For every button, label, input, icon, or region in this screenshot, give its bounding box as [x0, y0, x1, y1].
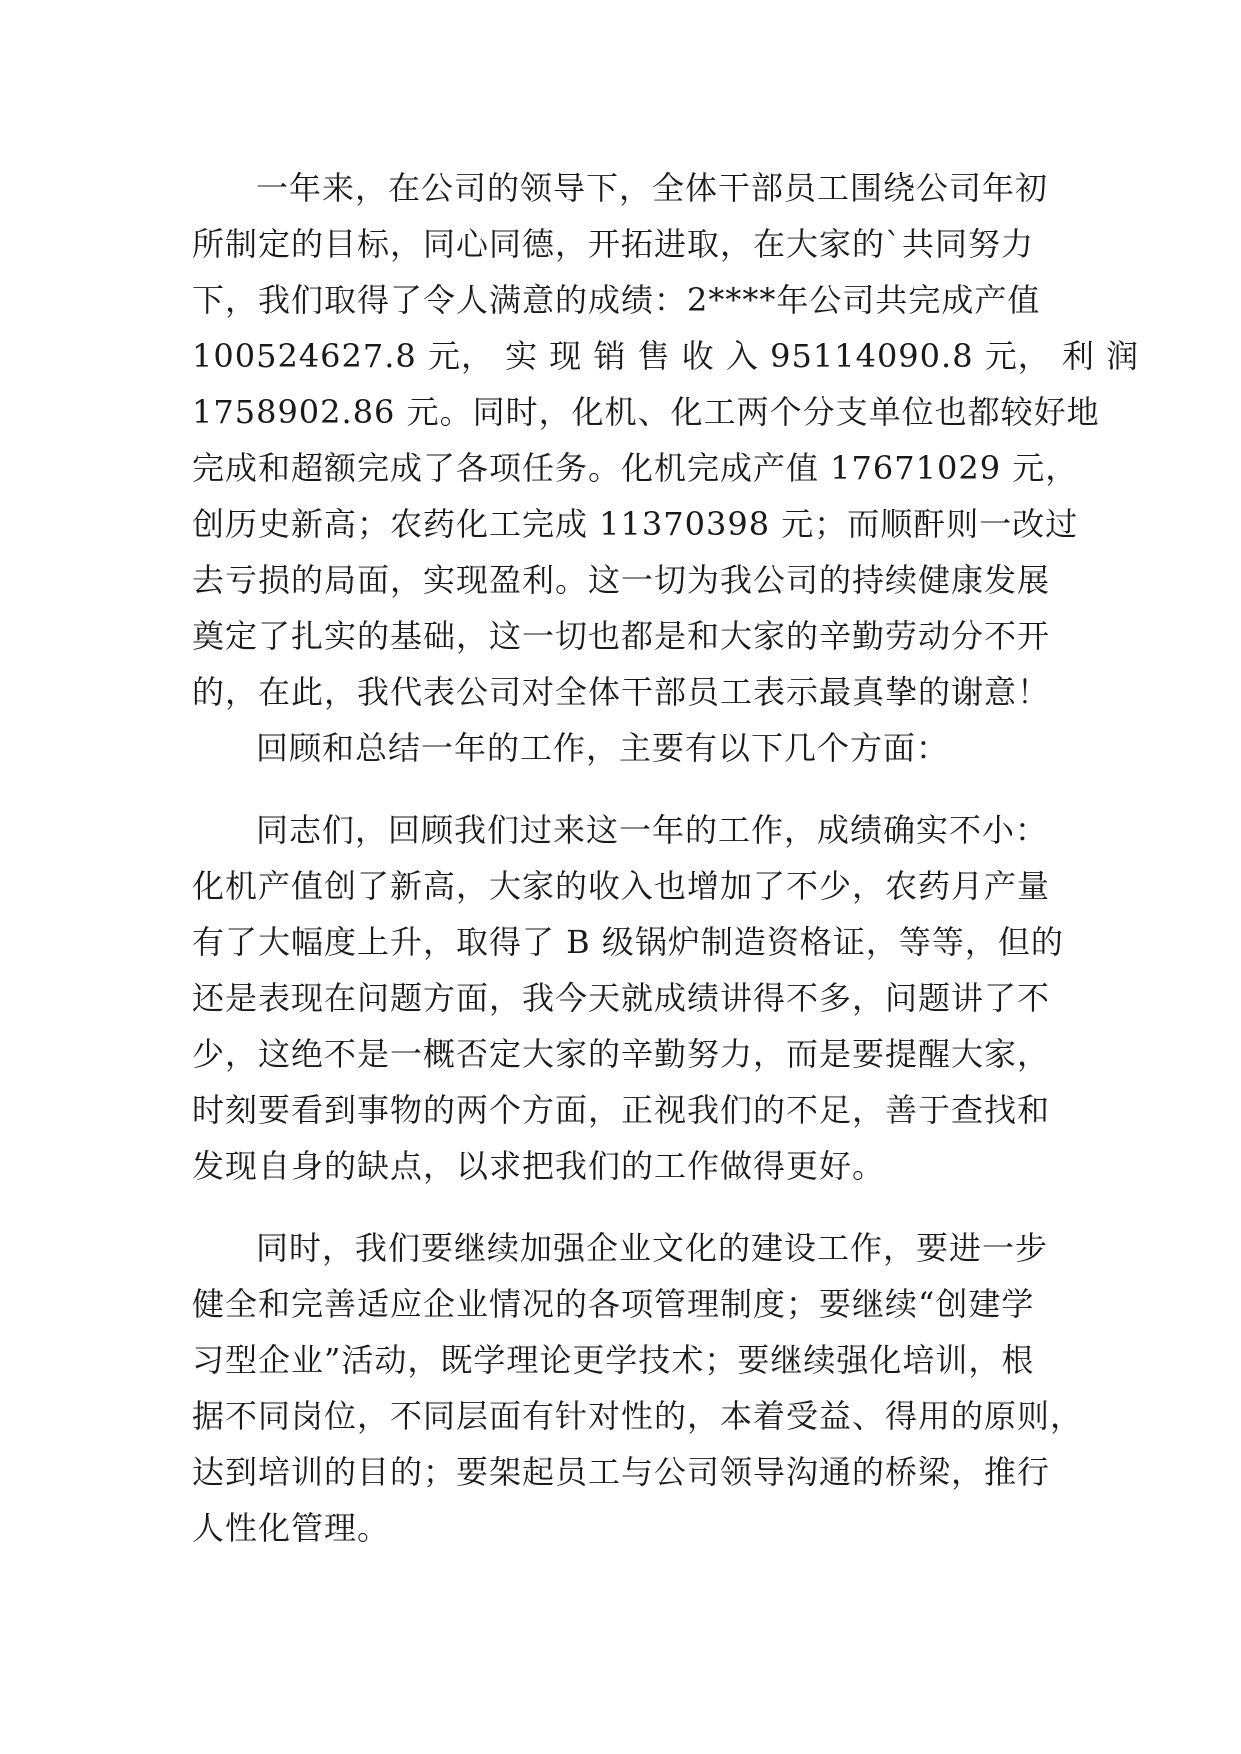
text-line: 奠定了扎实的基础，这一切也都是和大家的辛勤劳动分不开 — [192, 617, 1051, 655]
text-line: 同志们，回顾我们过来这一年的工作，成绩确实不小： — [256, 811, 1049, 849]
text-line: 达到培训的目的；要架起员工与公司领导沟通的桥梁，推行 — [192, 1453, 1051, 1491]
paragraph-review-body — [192, 802, 1064, 1194]
text-line: 发现自身的缺点，以求把我们的工作做得更好。 — [192, 1147, 886, 1185]
text-line: 人性化管理。 — [192, 1509, 391, 1547]
text-line: 下，我们取得了令人满意的成绩：2****年公司共完成产值 — [192, 281, 1041, 319]
text-line: 100524627.8 元， 实 现 销 售 收 入 95114090.8 元， 利 润 — [192, 337, 1140, 375]
text-line: 创历史新高；农药化工完成 11370398 元；而顺酐则一改过 — [192, 505, 1079, 543]
text-line: 习型企业”活动，既学理论更学技术；要继续强化培训，根 — [192, 1341, 1035, 1379]
text-line: 还是表现在问题方面，我今天就成绩讲得不多，问题讲了不 — [192, 979, 1051, 1017]
paragraph-opening-summary — [192, 160, 1140, 720]
text-line: 时刻要看到事物的两个方面，正视我们的不足，善于查找和 — [192, 1091, 1051, 1129]
text-line: 所制定的目标，同心同德，开拓进取，在大家的`共同努力 — [192, 225, 1035, 263]
text-line: 有了大幅度上升，取得了 B 级锅炉制造资格证，等等，但的 — [192, 923, 1064, 961]
text-line: 少，这绝不是一概否定大家的辛勤努力，而是要提醒大家， — [192, 1035, 1051, 1073]
text-line: 健全和完善适应企业情况的各项管理制度；要继续“创建学 — [192, 1285, 1035, 1323]
text-line: 1758902.86 元。同时，化机、化工两个分支单位也都较好地 — [192, 393, 1100, 431]
paragraph-culture-building — [192, 1220, 1084, 1556]
paragraph-spacer — [192, 776, 1052, 802]
text-line: 完成和超额完成了各项任务。化机完成产值 17671029 元， — [192, 449, 1079, 487]
text-line: 同时，我们要继续加强企业文化的建设工作，要进一步 — [256, 1229, 1049, 1267]
text-line: 回顾和总结一年的工作，主要有以下几个方面： — [256, 729, 950, 767]
text-line: 一年来，在公司的领导下，全体干部员工围绕公司年初 — [256, 169, 1049, 207]
text-line: 的，在此，我代表公司对全体干部员工表示最真挚的谢意！ — [192, 673, 1051, 711]
text-line: 去亏损的局面，实现盈利。这一切为我公司的持续健康发展 — [192, 561, 1051, 599]
paragraph-review-intro — [192, 720, 1052, 776]
text-line: 化机产值创了新高，大家的收入也增加了不少，农药月产量 — [192, 867, 1051, 905]
paragraph-spacer — [192, 1194, 1052, 1220]
document-body — [192, 160, 1140, 1556]
text-line: 据不同岗位，不同层面有针对性的，本着受益、得用的原则， — [192, 1397, 1084, 1435]
